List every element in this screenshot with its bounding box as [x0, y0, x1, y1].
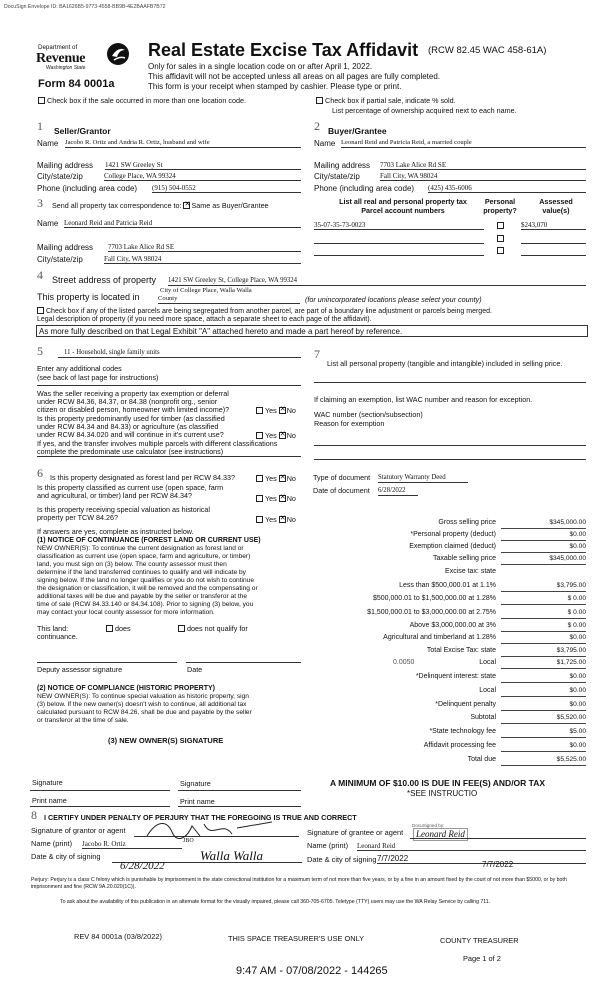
tax-row-label: Subtotal — [470, 714, 496, 721]
tax-row — [313, 622, 586, 633]
continuance-label: continuance. — [37, 632, 78, 641]
parcel-header-1: List all real and personal property tax — [339, 197, 467, 206]
q-historic-no-label: No — [286, 515, 296, 524]
tax-row — [313, 555, 586, 566]
grantee-date-label: Date & city of signing — [307, 855, 377, 864]
tax-row-label: Above $3,000,000.00 at 3% — [409, 622, 496, 629]
tax-row — [313, 582, 586, 593]
reason-line-2 — [314, 459, 586, 460]
tax-row-value[interactable]: $0.00 — [501, 701, 586, 711]
minimum-fee-note: A MINIMUM OF $10.00 IS DUE IN FEE(S) AND/OR TAX — [330, 778, 546, 788]
notice1-line-4: determine if the land transferred continues to qualify and will indicate by — [37, 569, 246, 576]
tax-corr-city-label: City/state/zip — [37, 255, 83, 264]
tax-row — [313, 634, 586, 645]
tax-row-label: Local — [479, 687, 496, 694]
county-note: (for unincorporated locations please select your county) — [305, 295, 482, 304]
reason-label: Reason for exemption — [314, 419, 385, 428]
owner-print-label-1: Print name — [32, 796, 67, 805]
tax-row-label: Local — [479, 659, 496, 666]
does-label: does — [115, 624, 131, 633]
tax-row-label: *State technology fee — [429, 728, 496, 735]
tax-row-value[interactable]: $0.00 — [501, 742, 586, 752]
multi-location-check[interactable] — [38, 97, 246, 105]
section-4-number: 4 — [37, 268, 43, 282]
tax-row-value[interactable]: $3,795.00 — [501, 647, 586, 657]
tax-row-label: *Delinquent penalty — [435, 701, 496, 708]
section-8-number: 8 — [31, 808, 37, 822]
q-multi-2: complete the predominate use calculator (see instructions) — [37, 448, 301, 457]
local-rate: 0.0050 — [393, 659, 415, 666]
tax-row — [313, 543, 586, 554]
use-code-field[interactable]: 11 - Household, single family units — [58, 349, 301, 358]
exemption-label: If claiming an exemption, list WAC number and reason for exception. — [314, 395, 533, 404]
notice2-line-2: (3) below. If the new owner(s) doesn't wish to continue, all additional tax — [37, 701, 247, 708]
owner-print-line-2 — [178, 806, 301, 807]
parcel-number-field[interactable]: 35-07-35-73-0023 — [314, 221, 484, 230]
parcel-header-2: Personal — [484, 197, 516, 206]
perjury-note: Perjury: Perjury is a class C felony which is punishable by imprisonment in the state correctional institution for a maximum term of not more than five years, or by a fine in an amount fixed by the court of not more than $5000, or by both imprisonment and fine (RCW 9A.20.020(1C)). — [31, 877, 567, 890]
deputy-label: Deputy assessor signature — [37, 665, 123, 674]
owner-print-line-1 — [30, 806, 170, 807]
q-exemption-3: citizen or disabled person, homeowner with limited income)? — [37, 405, 230, 414]
partial-sale-label: Check box if partial sale, indicate % sold. — [325, 96, 456, 105]
section-7-number: 7 — [314, 347, 320, 361]
q-current-use-yesno — [256, 495, 296, 503]
notice2-title: (2) NOTICE OF COMPLIANCE (HISTORIC PROPERTY) — [37, 685, 215, 692]
tax-row-value[interactable]: $0.00 — [501, 687, 586, 697]
tax-row-label: Exemption claimed (deduct) — [409, 543, 496, 550]
tax-row-value[interactable]: $5.00 — [501, 728, 586, 738]
buyer-addr-field[interactable]: 7703 Lake Alice Rd SE — [380, 161, 586, 170]
q-historic-no-box[interactable] — [279, 516, 286, 523]
buyer-name-label: Name — [314, 139, 336, 148]
q-historic-yes-label: Yes — [265, 515, 277, 524]
tax-row-label: *Delinquent interest: state — [415, 673, 496, 680]
assessed-value-field[interactable]: $243,070 — [521, 221, 586, 230]
buyer-city-label: City/state/zip — [314, 172, 360, 181]
logo-line1: Department of — [38, 44, 78, 51]
tax-row-label: *Personal property (deduct) — [410, 531, 496, 538]
parcel-row-2-line — [314, 243, 484, 244]
form-number: Form 84 0001a — [38, 78, 115, 90]
notice1-line-3: land, you must sign on (3) below. The county assessor must then — [37, 561, 227, 568]
q-historic-1: Is this property receiving special valuation as historical — [37, 505, 210, 514]
codes-sub: (see back of last page for instructions) — [37, 373, 159, 382]
codes-line — [37, 385, 301, 386]
buyer-city-field[interactable]: Fall City, WA 98024 — [380, 172, 586, 181]
parcel-header-1b: Parcel account numbers — [361, 206, 445, 215]
new-owner-sig-title: (3) NEW OWNER(S) SIGNATURE — [108, 736, 224, 745]
grantor-signature — [142, 818, 282, 842]
street-label: Street address of property — [52, 275, 157, 285]
this-land-label: This land: — [37, 624, 69, 633]
subtitle-2: This affidavit will not be accepted unless all areas on all pages are fully completed. — [148, 72, 441, 81]
same-as-buyer-label: Same as Buyer/Grantee — [191, 201, 269, 210]
notice1-line-5: signing below. If the land no longer qualifies or you do not wish to continue — [37, 577, 255, 584]
tax-row-label: $1,500,000.01 to $3,000,000.00 at 2.75% — [367, 609, 496, 616]
tax-row — [313, 647, 586, 658]
parcel-row-3-line — [314, 255, 484, 256]
notice2-line-1: NEW OWNER(S): To continue special valuation as historic property, sign — [37, 693, 249, 700]
page-number: Page 1 of 2 — [463, 954, 501, 963]
grantor-city-field[interactable]: Walla Walla — [200, 848, 263, 863]
deputy-line — [37, 662, 177, 663]
segregated-checkbox[interactable] — [37, 307, 44, 314]
seller-phone-field[interactable]: (915) 504-0552 — [152, 184, 301, 193]
q-historic-2: property per TCW 84.26? — [37, 513, 118, 522]
doc-type-label: Type of document — [313, 473, 371, 482]
parcel-header-2b: property? — [483, 206, 517, 215]
grantee-sig-label: Signature of grantee or agent — [307, 828, 404, 837]
q-current-use-no-label: No — [286, 494, 296, 503]
grantor-date-field[interactable]: 6/28/2022 — [120, 860, 165, 872]
tax-row-label: Affidavit processing fee — [423, 742, 496, 749]
tax-row-label: Agricultural and timberland at 1.28% — [383, 634, 496, 641]
wac-label: WAC number (section/subsection) — [314, 410, 423, 419]
receipt-stamp: 9:47 AM - 07/08/2022 - 144265 — [236, 965, 388, 977]
see-instructions: *SEE INSTRUCTIO — [407, 789, 478, 798]
q-timber-2: under RCW 84.34 and 84.33) or agriculture (as classified — [37, 422, 219, 431]
value-row-3-line — [521, 255, 586, 256]
q-forest: Is this property designated as forest land per RCW 84.33? — [50, 473, 235, 482]
q-timber-no-box[interactable] — [279, 432, 286, 439]
tax-row-value[interactable]: $ 0.00 — [501, 595, 586, 605]
q-timber-3: under RCW 84.34.020 and will continue in it's current use? — [37, 430, 224, 439]
q-exemption-yesno — [256, 407, 296, 415]
tax-row-value[interactable]: $3,795.00 — [501, 582, 586, 592]
tax-row-label: Taxable selling price — [432, 555, 496, 562]
tax-row-value[interactable]: $5,520.00 — [501, 714, 586, 724]
does-not-checkbox[interactable] — [178, 625, 185, 632]
tax-row — [313, 742, 586, 753]
q-current-use-no-box[interactable] — [279, 495, 286, 502]
tax-row-value[interactable]: $0.00 — [501, 543, 586, 553]
tax-row-value[interactable]: $0.00 — [501, 673, 586, 683]
tax-row — [313, 728, 586, 739]
logo-line2: Revenue — [36, 51, 86, 66]
tax-corr-label: Send all property tax correspondence to: — [52, 201, 182, 210]
owner-sig-line-1 — [30, 790, 170, 791]
tax-row-value[interactable]: $5,525.00 — [501, 756, 586, 766]
q-forest-yes-label: Yes — [265, 474, 277, 483]
q-forest-yes-box[interactable] — [256, 475, 263, 482]
tax-row-label: Excise tax: state — [445, 568, 496, 575]
tax-row-value[interactable]: $ 0.00 — [501, 622, 586, 632]
owner-sig-label-2: Signature — [180, 779, 211, 788]
q-timber-1: Is this property predominantly used for timber (as classified — [37, 414, 225, 423]
reason-line-1 — [314, 445, 586, 446]
tax-row-value[interactable]: $345,000.00 — [501, 519, 586, 529]
tax-row — [313, 756, 586, 767]
subtitle-3: This form is your receipt when stamped by cashier. Please type or print. — [148, 82, 402, 91]
partial-sale-check[interactable] — [316, 97, 456, 105]
q-exemption-no-label: No — [286, 406, 296, 415]
section-2-number: 2 — [314, 119, 320, 133]
subtitle-1: Only for sales in a single location code on or after April 1, 2022. — [148, 62, 373, 71]
located-label: This property is located in — [37, 292, 140, 302]
seller-city-field[interactable]: College Place, WA 99324 — [104, 172, 301, 181]
tax-corr-addr-field[interactable]: 7703 Lake Alice Rd SE — [108, 243, 301, 252]
personal-property-checkbox-1[interactable] — [497, 222, 506, 230]
does-not-label: does not qualify for — [187, 624, 248, 633]
tax-row-value[interactable]: $0.00 — [501, 531, 586, 541]
envelope-id: DocuSign Envelope ID: BA1626B5-9773-4558-BB9B-4E2BAAFB7B72 — [4, 4, 166, 10]
notice2-line-4: or transferor at the time of sale. — [37, 717, 129, 724]
county-treasurer: COUNTY TREASURER — [440, 936, 519, 945]
tax-corr-addr-label: Mailing address — [37, 243, 94, 252]
personal-property-line — [314, 382, 586, 383]
buyer-heading: Buyer/Grantee — [328, 126, 387, 136]
section-3-number: 3 — [37, 196, 43, 210]
q-current-use-yes-box[interactable] — [256, 495, 263, 502]
street-field[interactable]: 1421 SW Greeley St, College Place, WA 99324 — [168, 277, 586, 286]
partial-sale-checkbox[interactable] — [316, 97, 323, 104]
tax-row-value[interactable]: $0.00 — [501, 634, 586, 644]
docusigned-label: DocuSigned by: — [412, 823, 445, 828]
doc-date-label: Date of document — [313, 486, 370, 495]
form-revision: REV 84 0001a (03/8/2022) — [74, 932, 162, 941]
q-timber-yes-label: Yes — [265, 431, 277, 440]
seller-name-field[interactable]: Jacobo R. Ortiz and Andria R. Ortiz, husband and wife — [65, 139, 301, 148]
owner-sig-label-1: Signature — [32, 778, 63, 787]
tax-row-value[interactable]: $345,000.00 — [501, 555, 586, 565]
parcel-header-3: Assessed — [539, 197, 573, 206]
treasurer-use: THIS SPACE TREASURER'S USE ONLY — [228, 934, 365, 943]
tax-row — [313, 519, 586, 530]
q-exemption-2: under RCW 84.36, 84.37, or 84.38 (nonprofit org., senior — [37, 397, 218, 406]
grantor-date-label: Date & city of signing — [31, 852, 101, 861]
q-exemption-yes-box[interactable] — [256, 407, 263, 414]
tax-row — [313, 531, 586, 542]
q-forest-no-box[interactable] — [279, 475, 286, 482]
tax-row-value[interactable]: $ 0.00 — [501, 609, 586, 619]
ada-note: To ask about the availability of this publication in an alternate format for the visually impaired, please call 360-705-6705. Teletype (TTY) users may use the WA Relay Service by calling 711. — [60, 899, 491, 905]
q-current-use-1: Is this property classified as current use (open space, farm — [37, 483, 224, 492]
seller-phone-label: Phone (including area code) — [37, 184, 138, 193]
seller-heading: Seller/Grantor — [54, 126, 111, 136]
sec6-note: If answers are yes, complete as instructed below. — [37, 527, 194, 536]
tax-row — [313, 687, 586, 698]
multi-location-label: Check box if the sale occurred in more than one location code. — [47, 96, 246, 105]
does-checkbox[interactable] — [106, 625, 113, 632]
section-6-number: 6 — [37, 466, 43, 480]
tax-corr-name-label: Name — [37, 219, 59, 228]
value-row-2-line — [521, 243, 586, 244]
legal-desc-label: Legal description of property (if you need more space, attach a separate sheet to each page of the affidavit). — [37, 316, 372, 323]
q-exemption-no-box[interactable] — [279, 407, 286, 414]
tax-row — [313, 673, 586, 684]
logo-line3: Washington State — [46, 65, 86, 71]
tax-corr-city-field[interactable]: Fall City, WA 98024 — [104, 255, 301, 264]
buyer-name-field[interactable]: Leonard Reid and Patricia Reid, a married couple — [341, 139, 586, 148]
grantee-name-field[interactable]: Leonard Reid — [357, 842, 586, 851]
owner-print-label-2: Print name — [180, 797, 215, 806]
notice1-line-8: time of sale (RCW 84.33.140 or 84.34.108). Prior to signing (3) below, you — [37, 601, 254, 608]
tax-row-label: Total Excise Tax: state — [426, 647, 496, 654]
notice2-line-3: calculated pursuant to RCW 84.26, shall be due and payable by the seller — [37, 709, 252, 716]
q-exemption-yes-label: Yes — [265, 406, 277, 415]
tax-row-label: Gross selling price — [438, 519, 496, 526]
partial-sale-sub: List percentage of ownership acquired next to each name. — [332, 106, 517, 115]
section-5-number: 5 — [37, 344, 43, 358]
personal-property-checkbox-3[interactable] — [497, 247, 506, 255]
revenue-swirl-icon — [106, 42, 130, 66]
page-title: Real Estate Excise Tax Affidavit — [148, 40, 419, 60]
dor-logo — [36, 42, 130, 74]
notice1-line-7: additional taxes will be due and payable by the seller or transferor at the — [37, 593, 248, 600]
tax-row — [313, 568, 586, 579]
doc-date-field[interactable]: 6/28/2022 — [378, 487, 418, 496]
seller-name-label: Name — [37, 139, 59, 148]
notice1-title: (1) NOTICE OF CONTINUANCE (FOREST LAND OR CURRENT USE) — [37, 537, 261, 544]
q-historic-yes-box[interactable] — [256, 516, 263, 523]
buyer-addr-label: Mailing address — [314, 161, 371, 170]
q-forest-no-label: No — [286, 474, 296, 483]
tax-row-value[interactable]: $1,725.00 — [501, 659, 586, 669]
grantor-name-field[interactable]: Jacobo R. Ortiz — [82, 840, 182, 849]
county-field[interactable]: County — [158, 295, 300, 304]
seller-addr-field[interactable]: 1421 SW Greeley St — [105, 161, 301, 170]
deputy-date-label: Date — [187, 665, 203, 674]
tax-row — [313, 659, 586, 670]
codes-label: Enter any additional codes — [37, 364, 122, 373]
q-current-use-yes-label: Yes — [265, 494, 277, 503]
buyer-phone-field[interactable]: (425) 435-6006 — [428, 184, 586, 193]
deputy-date-line — [186, 662, 301, 663]
tax-corr-line — [52, 202, 269, 210]
grantor-sig-label: Signature of grantor or agent — [31, 826, 126, 835]
seller-city-label: City/state/zip — [37, 172, 83, 181]
grantee-signature: Leonard Reid — [413, 828, 468, 841]
title-rcw: (RCW 82.45 WAC 458-61A) — [428, 45, 547, 56]
seller-addr-label: Mailing address — [37, 161, 94, 170]
q-forest-yesno — [256, 475, 296, 483]
grantee-date-field-2[interactable]: 7/7/2022 — [482, 860, 514, 869]
tax-row-label: Total due — [467, 756, 496, 763]
q-timber-yes-box[interactable] — [256, 432, 263, 439]
grantee-date-field[interactable]: 7/7/2022 — [377, 854, 586, 864]
segregated-label: Check box if any of the listed parcels are being segregated from another parcel, are part of a boundary line adjustment or parcels being merged. — [46, 308, 492, 315]
notice1-line-9: may contact your local county assessor for more information. — [37, 609, 215, 616]
tax-row — [313, 609, 586, 620]
tax-row-label: Less than $500,000.01 at 1.1% — [399, 582, 496, 589]
notice1-line-6: the designation or classification, it will be removed and the compensating or — [37, 585, 258, 592]
tax-row — [313, 701, 586, 712]
q-historic-yesno — [256, 516, 296, 524]
tax-row — [313, 595, 586, 606]
q-timber-no-label: No — [286, 431, 296, 440]
buyer-phone-label: Phone (including area code) — [314, 184, 415, 193]
section-1-number: 1 — [37, 119, 43, 133]
does-check[interactable] — [106, 625, 131, 633]
grantee-sig-line — [410, 838, 586, 839]
personal-property-checkbox-2[interactable] — [497, 235, 506, 243]
personal-property-label: List all personal property (tangible and intangible) included in selling price. — [327, 359, 563, 368]
located-city: City of College Place, Walla Walla — [160, 287, 252, 294]
grantor-name-label: Name (print) — [31, 839, 73, 848]
does-not-check[interactable] — [178, 625, 248, 633]
grantee-name-label: Name (print) — [307, 841, 349, 850]
tax-row — [313, 714, 586, 725]
parcel-header-3b: value(s) — [542, 206, 570, 215]
q-exemption-1: Was the seller receiving a property tax exemption or deferral — [37, 389, 229, 398]
multi-location-checkbox[interactable] — [38, 97, 45, 104]
tax-row-label: $500,000.01 to $1,500,000.00 at 1.28% — [373, 595, 496, 602]
q-current-use-2: and agricultural, or timber) land per RCW 84.34? — [37, 491, 193, 500]
legal-exhibit-box[interactable]: As more fully described on that Legal Exhibit "A" attached hereto and made a part hereof by reference. — [36, 325, 588, 337]
notice1-line-1: NEW OWNER(S): To continue the current designation as forest land or — [37, 545, 244, 552]
q-multi-1: If yes, and the transfer involves multiple parcels with different classifications — [37, 439, 278, 448]
certify-statement: I CERTIFY UNDER PENALTY OF PERJURY THAT THE FOREGOING IS TRUE AND CORRECT — [44, 813, 357, 822]
owner-sig-line-2 — [178, 790, 301, 791]
tax-corr-name-field[interactable]: Leonard Reid and Patricia Reid — [64, 219, 301, 228]
grantor-initials: JBO — [183, 838, 194, 844]
doc-type-field[interactable]: Statutory Warranty Deed — [378, 474, 468, 483]
same-as-buyer-checkbox[interactable] — [183, 202, 190, 209]
notice1-line-2: classification as current use (open space, farm and agriculture, or timber) — [37, 553, 251, 560]
segregated-check[interactable] — [37, 307, 492, 316]
